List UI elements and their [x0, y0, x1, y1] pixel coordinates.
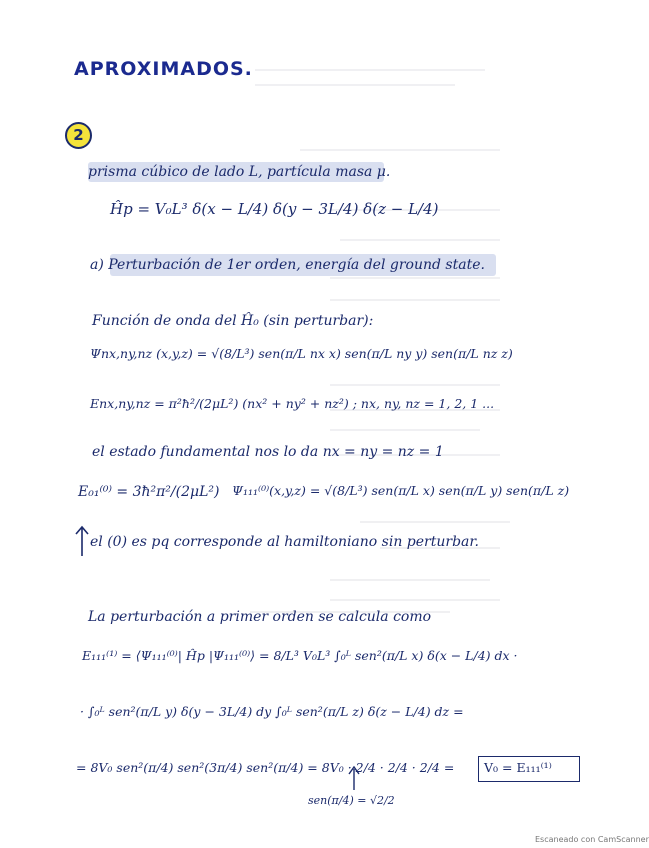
superscript-note: el (0) es pq corresponde al hamiltoniano sin perturbar. — [90, 534, 479, 550]
ground-wavefunction: Ψ₁₁₁⁽⁰⁾(x,y,z) = √(8/L³) sen(π/L x) sen(π/L y) sen(π/L z) — [232, 483, 570, 498]
unperturbed-energy: Enx,ny,nz = π²ħ²/(2μL²) (nx² + ny² + nz²) ; nx, ny, nz = 1, 2, 1 ... — [90, 396, 495, 411]
problem-number-badge: 2 — [65, 122, 92, 149]
sine-footnote: sen(π/4) = √2/2 — [308, 794, 395, 807]
part-a-question: a) Perturbación de 1er orden, energía del ground state. — [90, 257, 485, 273]
problem-statement: prisma cúbico de lado L, partícula masa μ. — [88, 164, 391, 180]
ground-state-note: el estado fundamental nos lo da nx = ny = nz = 1 — [92, 444, 444, 460]
up-arrow-icon — [346, 765, 362, 791]
first-order-intro: La perturbación a primer orden se calcula como — [88, 609, 432, 625]
scanner-watermark: Escaneado con CamScanner — [535, 835, 649, 844]
page-title: APROXIMADOS. — [74, 58, 253, 80]
unperturbed-wavefunction: Ψnx,ny,nz (x,y,z) = √(8/L³) sen(π/L nx x) sen(π/L ny y) sen(π/L nz z) — [90, 346, 513, 361]
ground-energy: E₀₁⁽⁰⁾ = 3ħ²π²/(2μL²) — [78, 484, 220, 500]
first-order-line-2: · ∫₀ᴸ sen²(π/L y) δ(y − 3L/4) dy ∫₀ᴸ sen²(π/L z) δ(z − L/4) dz = — [80, 704, 464, 719]
first-order-line-3: = 8V₀ sen²(π/4) sen²(3π/4) sen²(π/4) = 8V₀ · 2/4 · 2/4 · 2/4 = — [76, 760, 455, 775]
first-order-line-1: E₁₁₁⁽¹⁾ = ⟨Ψ₁₁₁⁽⁰⁾| Ĥp |Ψ₁₁₁⁽⁰⁾⟩ = 8/L³ V₀L³ ∫₀ᴸ sen²(π/L x) δ(x − L/4) dx · — [82, 648, 518, 663]
unperturbed-heading: Función de onda del Ĥ₀ (sin perturbar): — [92, 313, 374, 329]
up-arrow-icon — [72, 524, 92, 558]
perturbation-hamiltonian: Ĥp = V₀L³ δ(x − L/4) δ(y − 3L/4) δ(z − L/4) — [110, 200, 439, 218]
first-order-result: V₀ = E₁₁₁⁽¹⁾ — [484, 760, 552, 775]
